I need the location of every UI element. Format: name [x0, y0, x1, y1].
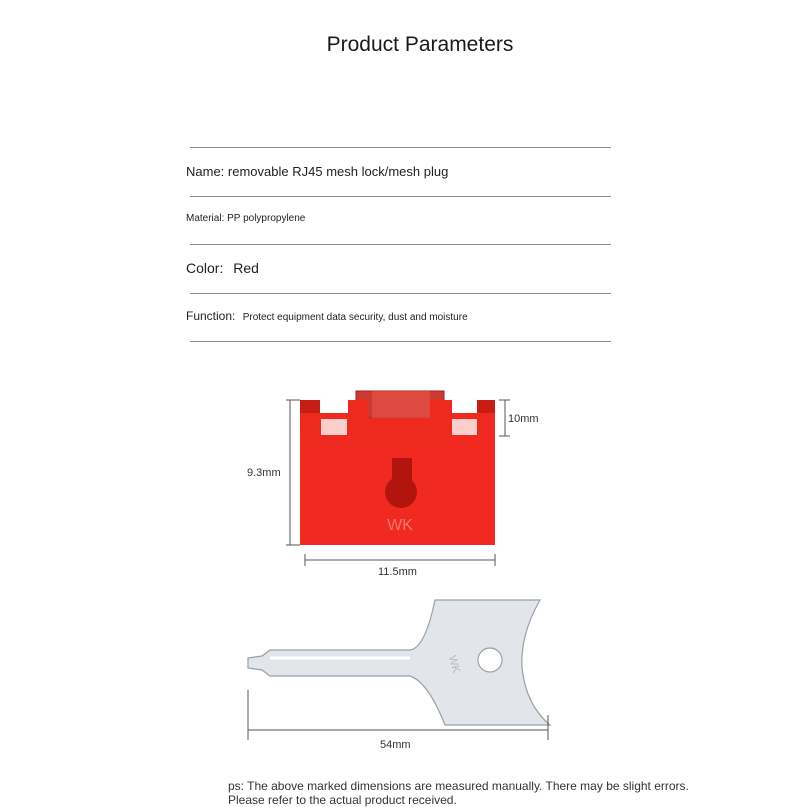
measurement-note: ps: The above marked dimensions are measured manually. There may be slight errors. Please refer to the actual product received. — [228, 779, 689, 807]
key-brand-mark: WK — [445, 654, 463, 675]
plug-keyhole — [385, 476, 417, 508]
param-function-value: Protect equipment data security, dust and moisture — [242, 312, 468, 323]
param-color-value: Red — [233, 260, 259, 276]
plug-width-label: 11.5mm — [378, 566, 417, 578]
param-name-label: Name: — [186, 164, 225, 179]
plug-window-right — [452, 419, 477, 435]
plug-window-left — [321, 419, 347, 435]
key-length-label: 54mm — [380, 739, 411, 751]
param-name-value: removable RJ45 mesh lock/mesh plug — [227, 164, 449, 179]
plug-brand-mark: WK — [387, 517, 413, 534]
plug-height-label: 10mm — [508, 413, 539, 425]
param-material-label: Material: — [186, 213, 225, 224]
param-function-label: Function: — [186, 309, 236, 323]
key-image — [248, 600, 550, 725]
key-ring-hole — [478, 648, 502, 672]
param-material-value: PP polypropylene — [227, 213, 306, 224]
key-body — [248, 600, 550, 725]
page-title: Product Parameters — [326, 33, 514, 56]
plug-latch-highlight — [372, 391, 430, 418]
plug-depth-label: 9.3mm — [247, 467, 281, 479]
param-color-label: Color: — [186, 260, 224, 276]
rj45-plug-image — [300, 391, 495, 545]
